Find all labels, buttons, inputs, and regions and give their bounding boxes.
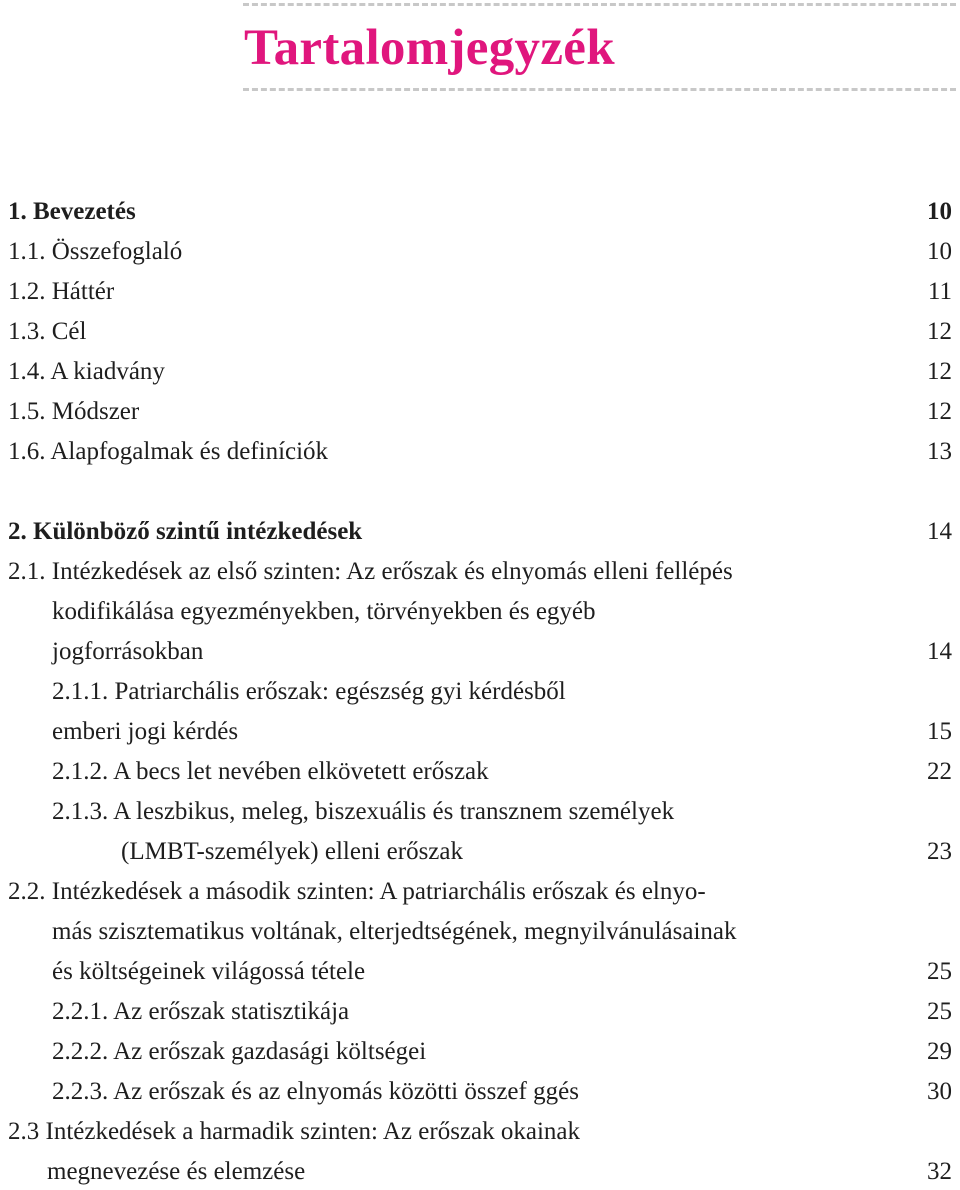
toc-entry-label-line: (LMBT-személyek) elleni erőszak — [121, 838, 464, 865]
toc-page-number: 10 — [927, 198, 952, 225]
toc-page-number: 25 — [927, 958, 952, 985]
toc-entry-label-line: 2.1.3. A leszbikus, meleg, biszexuális és transznem személyek — [52, 798, 675, 825]
toc-page-number: 29 — [927, 1038, 952, 1065]
toc-page-number: 12 — [927, 358, 952, 385]
page-title: Tartalomjegyzék — [244, 20, 615, 76]
toc-page-number: 14 — [927, 638, 952, 665]
toc-entry-label: 2.2.2. Az erőszak gazdasági költségei — [52, 1038, 427, 1065]
toc-page-number: 12 — [927, 318, 952, 345]
toc-entry-label-line: jogforrásokban — [52, 638, 204, 665]
toc-page-number: 14 — [927, 518, 952, 545]
toc-page-number: 32 — [927, 1158, 952, 1185]
toc-page-number: 25 — [927, 998, 952, 1025]
toc-entry-label: 1.2. Háttér — [8, 278, 115, 305]
toc-entry-label-line: 2.3 Intézkedések a harmadik szinten: Az erőszak okainak — [8, 1118, 580, 1145]
toc-entry-label-line: megnevezése és elemzése — [47, 1158, 306, 1185]
toc-page-number: 10 — [927, 238, 952, 265]
toc-entry-label-line: 2.2. Intézkedések a második szinten: A patriarchális erőszak és elnyo- — [8, 878, 706, 905]
toc-entry-label-line: emberi jogi kérdés — [52, 718, 239, 745]
toc-entry-label: 1.5. Módszer — [8, 398, 140, 425]
toc-entry-label: 2. Különböző szintű intézkedések — [8, 518, 363, 545]
toc-entry-label: 2.1.2. A becs let nevében elkövetett erőszak — [52, 758, 489, 785]
toc-entry-label-line: és költségeinek világossá tétele — [52, 958, 366, 985]
toc-page-number: 12 — [927, 398, 952, 425]
toc-entry-label: 1.4. A kiadvány — [8, 358, 165, 385]
toc-page-number: 22 — [927, 758, 952, 785]
toc-entry-label: 1.3. Cél — [8, 318, 87, 345]
toc-entry-label: 1.6. Alapfogalmak és definíciók — [8, 438, 329, 465]
toc-entry-label-line: kodifikálása egyezményekben, törvényekben és egyéb — [52, 598, 596, 625]
toc-page-number: 23 — [927, 838, 952, 865]
toc-entry-label: 2.2.3. Az erőszak és az elnyomás közötti összef ggés — [52, 1078, 579, 1105]
toc-entry-label-line: más szisztematikus voltának, elterjedtségének, megnyilvánulásainak — [52, 918, 737, 945]
toc-entry-label: 1. Bevezetés — [8, 198, 136, 225]
toc-page-number: 30 — [927, 1078, 952, 1105]
toc-entry-label-line: 2.1.1. Patriarchális erőszak: egészség gyi kérdésből — [52, 678, 566, 705]
toc-page-number: 13 — [927, 438, 952, 465]
toc-page-number: 11 — [927, 278, 952, 305]
toc-entry-label-line: 2.1. Intézkedések az első szinten: Az erőszak és elnyomás elleni fellépés — [8, 558, 733, 585]
toc-entry-label: 2.2.1. Az erőszak statisztikája — [52, 998, 350, 1025]
toc-page-number: 15 — [927, 718, 952, 745]
toc-entry-label: 1.1. Összefoglaló — [8, 238, 183, 265]
